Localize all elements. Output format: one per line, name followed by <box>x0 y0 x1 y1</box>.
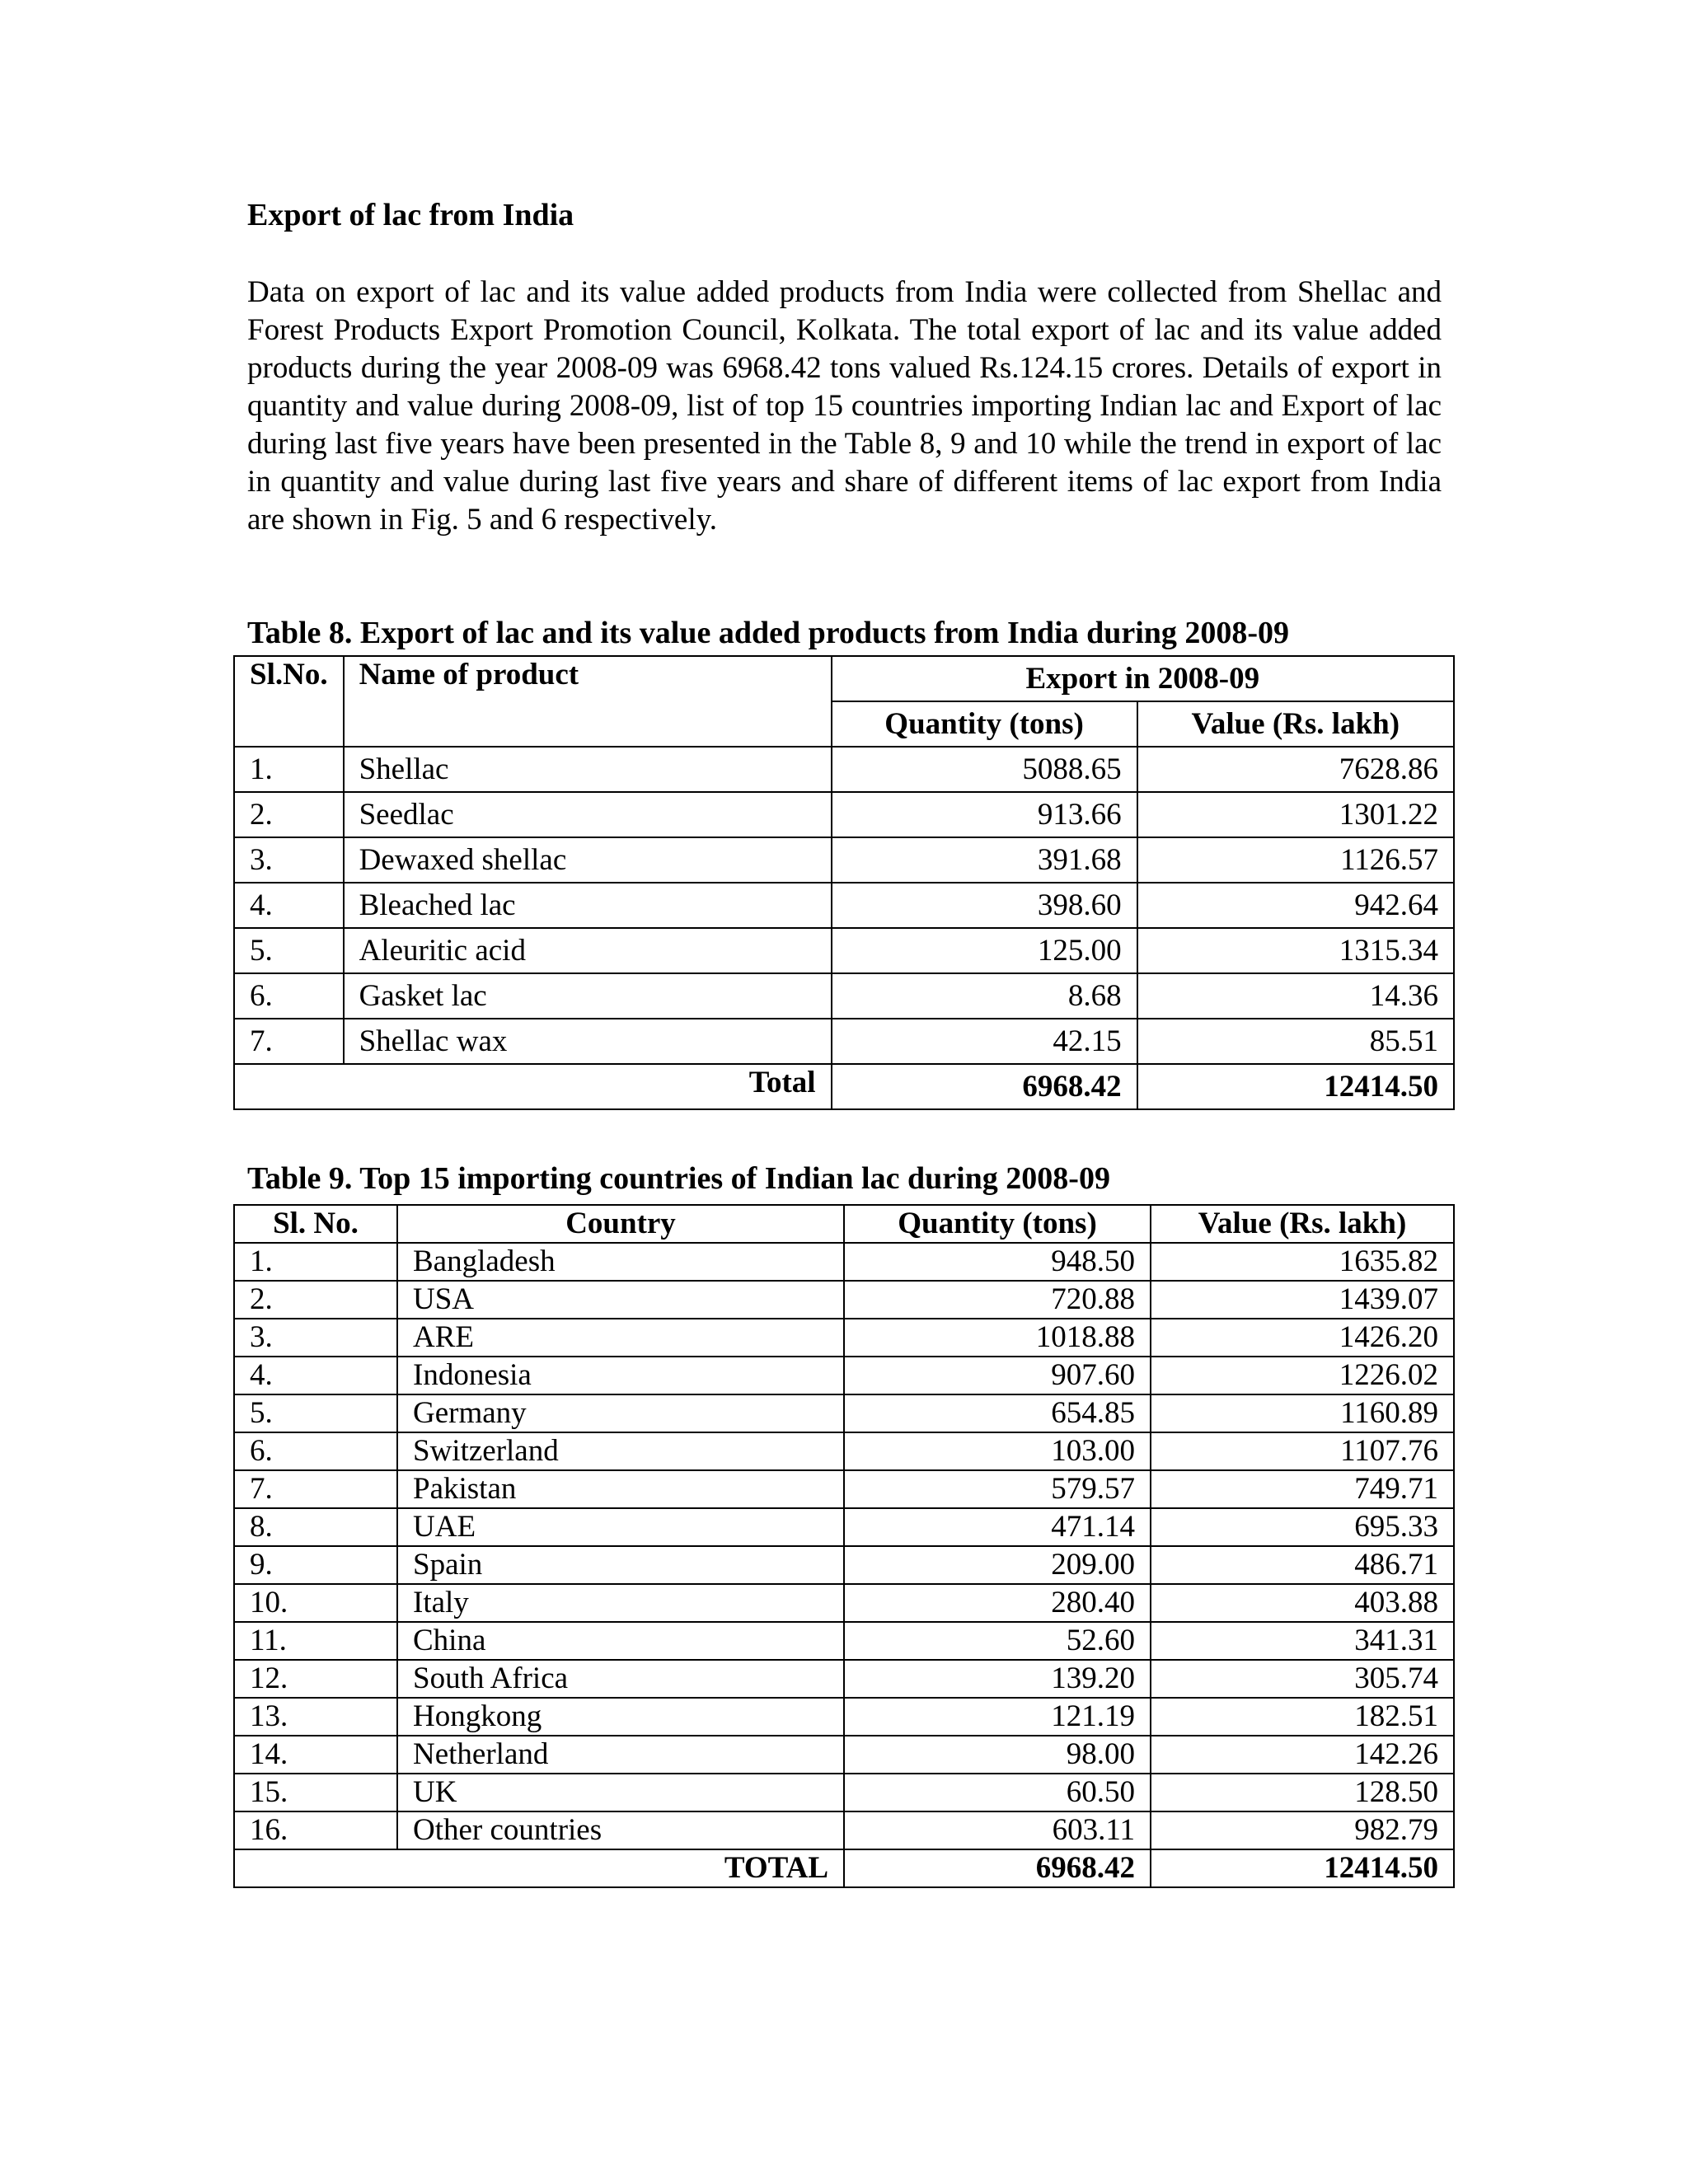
table8-cell-qty: 398.60 <box>832 883 1137 928</box>
table9-cell-sl: 14. <box>234 1736 397 1774</box>
table9-cell-qty: 720.88 <box>844 1281 1151 1319</box>
table8-cell-name: Shellac <box>344 747 832 792</box>
table9-row <box>234 1584 1454 1622</box>
table8-cell-qty: 913.66 <box>832 792 1137 837</box>
table9-total-row <box>234 1849 1454 1887</box>
table8-cell-name: Gasket lac <box>344 973 832 1019</box>
table8-total-val: 12414.50 <box>1137 1064 1454 1109</box>
table8-cell-qty: 5088.65 <box>832 747 1137 792</box>
table8-row <box>234 747 1454 792</box>
table8-cell-val: 1301.22 <box>1137 792 1454 837</box>
table8-cell-val: 14.36 <box>1137 973 1454 1019</box>
table8-header-group: Export in 2008-09 <box>832 656 1454 701</box>
table9-cell-qty: 103.00 <box>844 1432 1151 1470</box>
table9-cell-country: Bangladesh <box>397 1243 844 1281</box>
table9-cell-sl: 16. <box>234 1811 397 1849</box>
table8-row <box>234 1019 1454 1064</box>
table9-cell-country: Switzerland <box>397 1432 844 1470</box>
table9-row <box>234 1811 1454 1849</box>
table9-cell-country: Spain <box>397 1546 844 1584</box>
table9-header-qty: Quantity (tons) <box>844 1205 1151 1243</box>
table8-cell-qty: 42.15 <box>832 1019 1137 1064</box>
table9-body <box>234 1243 1454 1849</box>
table9-cell-sl: 11. <box>234 1622 397 1660</box>
table9-cell-sl: 3. <box>234 1319 397 1357</box>
table8-cell-val: 1126.57 <box>1137 837 1454 883</box>
table9-cell-qty: 654.85 <box>844 1394 1151 1432</box>
table9-row <box>234 1470 1454 1508</box>
table9-cell-qty: 209.00 <box>844 1546 1151 1584</box>
table9-row <box>234 1394 1454 1432</box>
table8-cell-name: Dewaxed shellac <box>344 837 832 883</box>
table9-cell-country: Italy <box>397 1584 844 1622</box>
table9-cell-qty: 139.20 <box>844 1660 1151 1698</box>
table9-cell-val: 982.79 <box>1151 1811 1454 1849</box>
table8-header-row <box>234 656 1454 701</box>
table9-header-val: Value (Rs. lakh) <box>1151 1205 1454 1243</box>
table9-cell-country: Indonesia <box>397 1357 844 1394</box>
table8-cell-val: 942.64 <box>1137 883 1454 928</box>
table8-cell-name: Bleached lac <box>344 883 832 928</box>
table8-cell-name: Aleuritic acid <box>344 928 832 973</box>
section-heading: Export of lac from India <box>247 198 574 232</box>
table9-cell-val: 1160.89 <box>1151 1394 1454 1432</box>
table8-total-qty: 6968.42 <box>832 1064 1137 1109</box>
table8-cell-val: 7628.86 <box>1137 747 1454 792</box>
table8-header-sl: Sl.No. <box>234 656 344 747</box>
table9-cell-country: Hongkong <box>397 1698 844 1736</box>
table9-total-label: TOTAL <box>234 1849 844 1887</box>
table9-cell-sl: 2. <box>234 1281 397 1319</box>
table9-header-row <box>234 1205 1454 1243</box>
table9-cell-sl: 13. <box>234 1698 397 1736</box>
table8-cell-val: 1315.34 <box>1137 928 1454 973</box>
table8-cell-name: Seedlac <box>344 792 832 837</box>
table9-cell-sl: 12. <box>234 1660 397 1698</box>
table9-row <box>234 1774 1454 1811</box>
table9-cell-country: Netherland <box>397 1736 844 1774</box>
table9-cell-val: 128.50 <box>1151 1774 1454 1811</box>
table9-cell-val: 1107.76 <box>1151 1432 1454 1470</box>
table8-cell-sl: 7. <box>234 1019 344 1064</box>
table9-cell-qty: 948.50 <box>844 1243 1151 1281</box>
table8-row <box>234 973 1454 1019</box>
table9-cell-qty: 98.00 <box>844 1736 1151 1774</box>
table9-cell-country: UAE <box>397 1508 844 1546</box>
table8-header-val: Value (Rs. lakh) <box>1137 701 1454 747</box>
table8-row <box>234 837 1454 883</box>
table8-cell-sl: 2. <box>234 792 344 837</box>
table8-header-qty: Quantity (tons) <box>832 701 1137 747</box>
table9-cell-country: UK <box>397 1774 844 1811</box>
table9-row <box>234 1736 1454 1774</box>
table9-row <box>234 1622 1454 1660</box>
table9-cell-qty: 579.57 <box>844 1470 1151 1508</box>
table9-row <box>234 1357 1454 1394</box>
table9-cell-val: 1426.20 <box>1151 1319 1454 1357</box>
table9-cell-qty: 1018.88 <box>844 1319 1151 1357</box>
table8-cell-sl: 6. <box>234 973 344 1019</box>
intro-paragraph: Data on export of lac and its value added products from India were collected from Shellac and Forest Products Export Promotion Council, Kolkata. The total export of lac and its value added products during the year 2008-09 was 6968.42 tons valued Rs.124.15 crores. Details of export in quantity and value during 2008-09, list of top 15 countries importing Indian lac and Export of lac during last five years have been presented in the Table 8, 9 and 10 while the trend in export of lac in quantity and value during last five years and share of different items of lac export from India are shown in Fig. 5 and 6 respectively. <box>247 275 1442 537</box>
table9-cell-qty: 52.60 <box>844 1622 1151 1660</box>
table9-row <box>234 1243 1454 1281</box>
table8-caption: Table 8. Export of lac and its value added products from India during 2008-09 <box>247 616 1290 650</box>
table9-cell-sl: 5. <box>234 1394 397 1432</box>
table9-row <box>234 1319 1454 1357</box>
table9-cell-country: South Africa <box>397 1660 844 1698</box>
table9-cell-val: 1635.82 <box>1151 1243 1454 1281</box>
table8-cell-sl: 4. <box>234 883 344 928</box>
table8-total-label: Total <box>234 1064 832 1109</box>
table8-cell-qty: 391.68 <box>832 837 1137 883</box>
table8-export-products <box>233 655 1455 1110</box>
table8-cell-sl: 5. <box>234 928 344 973</box>
table9-cell-qty: 121.19 <box>844 1698 1151 1736</box>
table9-cell-country: Other countries <box>397 1811 844 1849</box>
table9-cell-sl: 4. <box>234 1357 397 1394</box>
table9-cell-val: 1439.07 <box>1151 1281 1454 1319</box>
table9-cell-val: 403.88 <box>1151 1584 1454 1622</box>
table9-cell-sl: 9. <box>234 1546 397 1584</box>
table9-row <box>234 1508 1454 1546</box>
table9-cell-val: 305.74 <box>1151 1660 1454 1698</box>
table8-body <box>234 747 1454 1064</box>
table9-cell-sl: 6. <box>234 1432 397 1470</box>
table8-cell-qty: 125.00 <box>832 928 1137 973</box>
table8-cell-sl: 3. <box>234 837 344 883</box>
table9-caption: Table 9. Top 15 importing countries of Indian lac during 2008-09 <box>247 1161 1110 1196</box>
table9-importing-countries <box>233 1204 1455 1888</box>
table9-cell-val: 1226.02 <box>1151 1357 1454 1394</box>
table9-total-val: 12414.50 <box>1151 1849 1454 1887</box>
table9-cell-qty: 907.60 <box>844 1357 1151 1394</box>
table8-row <box>234 883 1454 928</box>
table9-cell-val: 749.71 <box>1151 1470 1454 1508</box>
table9-cell-country: ARE <box>397 1319 844 1357</box>
table9-cell-sl: 7. <box>234 1470 397 1508</box>
table9-cell-qty: 280.40 <box>844 1584 1151 1622</box>
table8-cell-name: Shellac wax <box>344 1019 832 1064</box>
table8-cell-sl: 1. <box>234 747 344 792</box>
table9-row <box>234 1698 1454 1736</box>
table9-cell-val: 695.33 <box>1151 1508 1454 1546</box>
table9-cell-qty: 471.14 <box>844 1508 1151 1546</box>
table8-row <box>234 792 1454 837</box>
table8-total-row <box>234 1064 1454 1109</box>
table9-cell-val: 182.51 <box>1151 1698 1454 1736</box>
table9-cell-qty: 603.11 <box>844 1811 1151 1849</box>
table9-cell-country: Pakistan <box>397 1470 844 1508</box>
table9-header-country: Country <box>397 1205 844 1243</box>
table9-cell-sl: 10. <box>234 1584 397 1622</box>
table9-cell-sl: 8. <box>234 1508 397 1546</box>
table8-header-name: Name of product <box>344 656 832 747</box>
table8-cell-qty: 8.68 <box>832 973 1137 1019</box>
table8-row <box>234 928 1454 973</box>
table9-row <box>234 1546 1454 1584</box>
table9-cell-val: 341.31 <box>1151 1622 1454 1660</box>
table9-row <box>234 1660 1454 1698</box>
table9-cell-val: 142.26 <box>1151 1736 1454 1774</box>
table9-row <box>234 1281 1454 1319</box>
table9-cell-qty: 60.50 <box>844 1774 1151 1811</box>
table9-cell-sl: 15. <box>234 1774 397 1811</box>
table8-cell-val: 85.51 <box>1137 1019 1454 1064</box>
table9-cell-val: 486.71 <box>1151 1546 1454 1584</box>
table9-cell-country: Germany <box>397 1394 844 1432</box>
table9-cell-country: China <box>397 1622 844 1660</box>
table9-total-qty: 6968.42 <box>844 1849 1151 1887</box>
table9-cell-country: USA <box>397 1281 844 1319</box>
table9-header-sl: Sl. No. <box>234 1205 397 1243</box>
table9-row <box>234 1432 1454 1470</box>
table9-cell-sl: 1. <box>234 1243 397 1281</box>
